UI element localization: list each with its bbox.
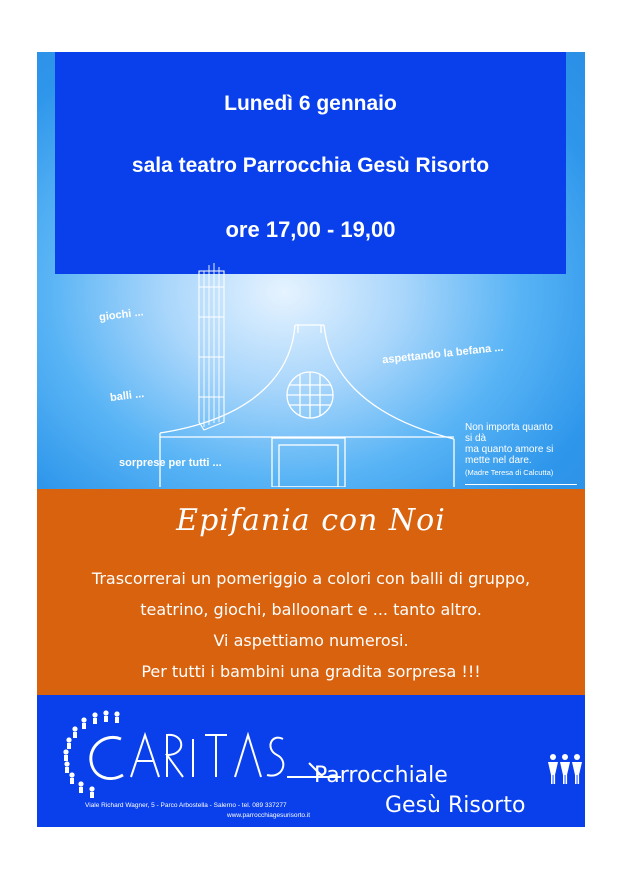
quote-underline: [465, 484, 577, 485]
website: www.parrocchiagesurisorto.it: [227, 812, 311, 819]
poster: [37, 52, 585, 827]
quote-line: ma quanto amore si: [465, 444, 554, 455]
church-drawing: [152, 257, 472, 487]
event-description-line: Vi aspettiamo numerosi.: [213, 631, 409, 650]
parish-name: Gesù Risorto: [385, 793, 526, 818]
tag-dances: balli ...: [109, 387, 145, 405]
event-description-line: Per tutti i bambini una gradita sorpresa !!!: [141, 662, 481, 681]
quote-line: mette nel dare.: [465, 455, 532, 466]
parrocchiale-label: Parrocchiale: [314, 763, 448, 788]
roof-left: [160, 325, 295, 433]
tag-surprises: sorprese per tutti ...: [119, 457, 222, 469]
caritas-logo: [51, 703, 341, 799]
roof-right: [324, 325, 454, 439]
mother-teresa-quote: [465, 422, 577, 478]
event-title: Epifania con Noi: [176, 503, 446, 538]
footer-panel: [37, 695, 585, 827]
tag-befana: aspettando la befana ...: [381, 341, 504, 367]
event-time: ore 17,00 - 19,00: [225, 217, 396, 242]
event-description-line: teatrino, giochi, balloonart e ... tanto altro.: [140, 600, 482, 619]
family-figures-icon: [545, 753, 585, 785]
header-box: [55, 52, 566, 274]
event-venue: sala teatro Parrocchia Gesù Risorto: [131, 154, 490, 177]
event-panel: [37, 489, 585, 695]
quote-line: si dà: [465, 433, 487, 444]
quote-line: Non importa quanto: [465, 422, 553, 433]
quote-author: (Madre Teresa di Calcutta): [465, 468, 554, 477]
bell-tower: [199, 271, 224, 430]
event-date: Lunedì 6 gennaio: [224, 92, 397, 115]
tag-games: giochi ...: [98, 306, 145, 324]
address: Viale Richard Wagner, 5 - Parco Arbostella - Salerno - tel. 089 337277: [85, 802, 287, 809]
event-description-line: Trascorrerai un pomeriggio a colori con balli di gruppo,: [91, 569, 531, 588]
sky-background: [37, 52, 585, 489]
